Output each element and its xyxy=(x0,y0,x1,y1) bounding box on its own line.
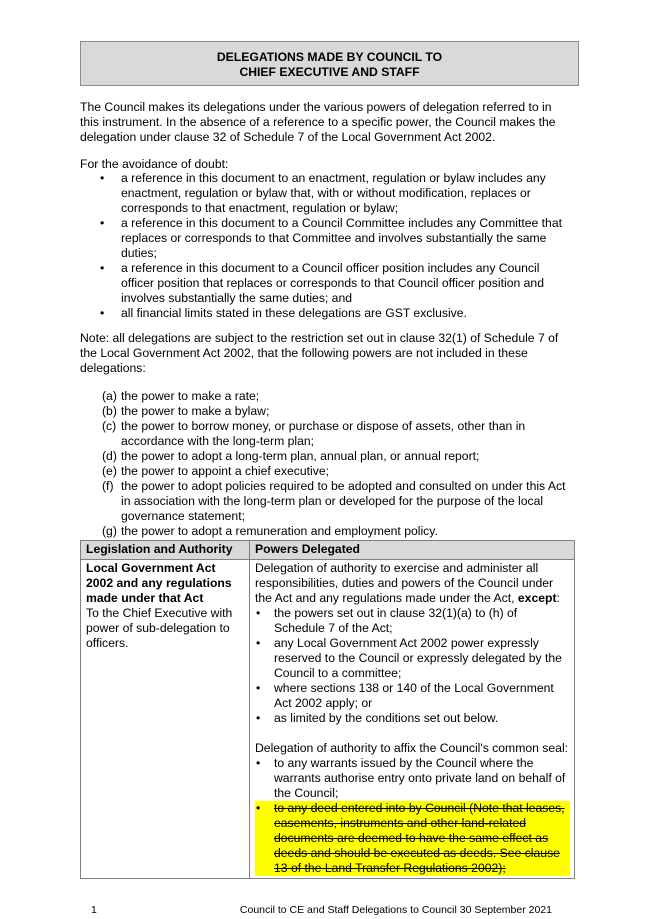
power-text: the power to adopt a long-term plan, annual plan, or annual report; xyxy=(121,449,480,463)
list-marker: (e) xyxy=(102,464,117,478)
power-text: the power to appoint a chief executive; xyxy=(121,464,329,478)
excluded-power-item xyxy=(80,389,572,404)
doubt-item: • a reference in this document to a Council officer position includes any Council officer position that replaces or corresponds to that Council officer position and involves substantially the same duties; and xyxy=(80,261,572,306)
document-title-line-1: DELEGATIONS MADE BY COUNCIL TO xyxy=(216,50,443,64)
exception-item: • where sections 138 or 140 of the Local Government Act 2002 apply; or xyxy=(255,681,570,711)
column-header-legislation: Legislation and Authority xyxy=(81,541,250,560)
doubt-item: • a reference in this document to an enactment, regulation or bylaw includes any enactment, regulation or bylaw that, with or without modification, replaces or corresponds to that enactment, regulation or bylaw; xyxy=(80,171,572,216)
common-seal-list xyxy=(255,756,570,876)
except-keyword: except xyxy=(517,591,557,605)
power-text: the power to make a bylaw; xyxy=(121,404,270,418)
list-marker: (g) xyxy=(102,524,117,538)
legislation-name: Local Government Act 2002 and any regulations made under that Act xyxy=(86,561,232,605)
table-row xyxy=(81,560,575,879)
excluded-powers-list xyxy=(80,389,572,539)
powers-lead: Delegation of authority to exercise and administer all responsibilities, duties and powers of the Council under the Act and any regulations made under the Act, xyxy=(255,561,554,605)
exception-item: • the powers set out in clause 32(1)(a) to (h) of Schedule 7 of the Act; xyxy=(255,606,570,636)
powers-colon: : xyxy=(556,591,560,605)
doubt-lead: For the avoidance of doubt: xyxy=(80,157,229,171)
common-seal-paragraph: Delegation of authority to affix the Council's common seal: xyxy=(255,741,569,755)
document-title-line-2: CHIEF EXECUTIVE AND STAFF xyxy=(239,64,420,79)
power-text: the power to adopt a remuneration and employment policy. xyxy=(121,524,438,538)
doubt-item: • all financial limits stated in these delegations are GST exclusive. xyxy=(80,306,572,321)
legislation-cell xyxy=(81,560,250,879)
exception-item: • as limited by the conditions set out below. xyxy=(255,711,570,726)
excluded-power-item xyxy=(80,464,572,479)
column-header-powers: Powers Delegated xyxy=(250,541,575,560)
legislation-authority: To the Chief Executive with power of sub-delegation to officers. xyxy=(86,606,233,650)
struck-highlighted-item: • to any deed entered into by Council (Note that leases, easements, instruments and other land-related documents are deemed to have the same effect as deeds and should be executed as deeds. See clause 13 of the Land Transfer Regulations 2002); xyxy=(255,801,570,876)
common-seal-item: • to any warrants issued by the Council where the warrants authorise entry onto private land on behalf of the Council; xyxy=(255,756,570,801)
note-paragraph: Note: all delegations are subject to the restriction set out in clause 32(1) of Schedule 7 of the Local Government Act 2002, that the following powers are not included in these delegations: xyxy=(80,331,559,375)
power-text: the power to make a rate; xyxy=(121,389,260,403)
list-marker: (d) xyxy=(102,449,117,463)
list-marker: (b) xyxy=(102,404,117,418)
excluded-power-item xyxy=(80,449,572,464)
list-marker: (a) xyxy=(102,389,117,403)
delegations-table xyxy=(80,540,575,879)
power-text: the power to adopt policies required to be adopted and consulted on under this Act in association with the long-term plan or developed for the purpose of the local governance statement; xyxy=(121,479,566,523)
doubt-item: • a reference in this document to a Council Committee includes any Committee that replaces or corresponds to that Committee and involves substantially the same duties; xyxy=(80,216,572,261)
powers-paragraph xyxy=(255,561,570,606)
exception-item: • any Local Government Act 2002 power expressly reserved to the Council or expressly delegated by the Council to a committee; xyxy=(255,636,570,681)
excluded-power-item xyxy=(80,479,572,524)
exceptions-list xyxy=(255,606,570,726)
intro-paragraph: The Council makes its delegations under the various powers of delegation referred to in this instrument. In the absence of a reference to a specific power, the Council makes the delegation under clause 32 of Schedule 7 of the Local Government Act 2002. xyxy=(80,100,556,144)
powers-cell xyxy=(250,560,575,879)
excluded-power-item xyxy=(80,524,572,539)
paragraph-gap xyxy=(255,726,570,741)
page-number: 1 xyxy=(91,904,97,916)
list-marker: (f) xyxy=(102,479,114,493)
excluded-power-item xyxy=(80,404,572,419)
power-text: the power to borrow money, or purchase or dispose of assets, other than in accordance with the long-term plan; xyxy=(121,419,526,448)
table-header-row xyxy=(81,541,575,560)
doubt-list xyxy=(80,171,572,321)
list-marker: (c) xyxy=(102,419,117,433)
document-title-box xyxy=(80,41,579,86)
footer-text: Council to CE and Staff Delegations to Council 30 September 2021 xyxy=(239,904,552,916)
excluded-power-item xyxy=(80,419,572,449)
